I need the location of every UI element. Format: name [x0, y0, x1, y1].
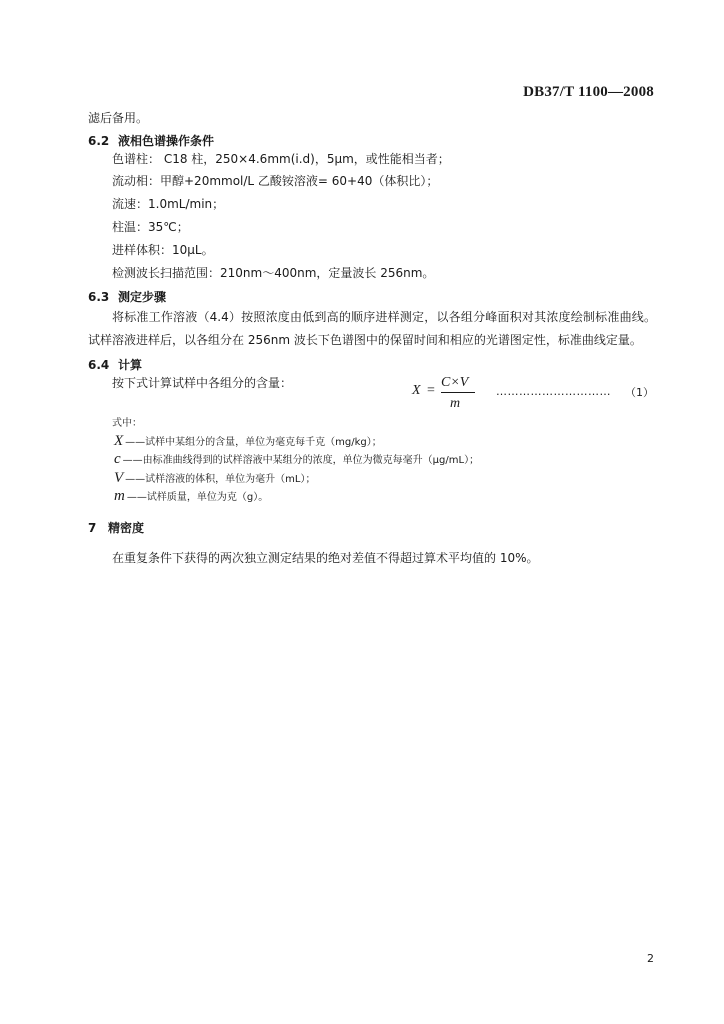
fraction-bar	[441, 392, 475, 393]
variable-symbol: m	[114, 488, 125, 504]
variable-symbol: c	[114, 451, 121, 467]
variable-description: ——试样溶液的体积，单位为毫升（mL）；	[125, 474, 316, 485]
section-number: 6.3	[88, 290, 110, 304]
formula-equals: =	[427, 383, 435, 398]
variable-symbol: X	[114, 433, 124, 449]
condition-column: 色谱柱： C18 柱，250×4.6mm(i.d)，5μm，或性能相当者；	[112, 152, 450, 166]
formula-reference: （1）	[625, 386, 654, 399]
variable-description: ——由标准曲线得到的试样溶液中某组分的浓度，单位为微克每毫升（μg/mL）；	[122, 455, 480, 466]
section-7-heading	[88, 520, 144, 536]
variable-definition	[114, 488, 268, 505]
condition-injection-volume: 进样体积：10μL。	[112, 243, 214, 257]
variable-description: ——试样中某组分的含量，单位为毫克每千克（mg/kg）；	[125, 437, 382, 448]
section-title: 液相色谱操作条件	[118, 134, 215, 148]
section-number: 7	[88, 521, 97, 535]
variable-definition	[114, 451, 479, 468]
calculation-intro: 按下式计算试样中各组分的含量：	[112, 376, 293, 390]
formula-denominator: m	[450, 396, 461, 411]
formula-lhs: X	[412, 383, 421, 398]
variable-symbol: V	[114, 470, 124, 486]
condition-flow-rate: 流速：1.0mL/min；	[112, 197, 225, 211]
section-6-3-heading	[88, 289, 166, 305]
where-label: 式中：	[112, 418, 142, 429]
section-title: 测定步骤	[118, 290, 167, 304]
section-6-4-heading	[88, 357, 142, 373]
condition-wavelength: 检测波长扫描范围：210nm～400nm，定量波长 256nm。	[112, 266, 435, 280]
condition-column-temp: 柱温：35℃；	[112, 220, 189, 234]
section-title: 计算	[118, 358, 143, 372]
section-7-body: 在重复条件下获得的两次独立测定结果的绝对差值不得超过算术平均值的 10%。	[112, 551, 539, 565]
continuation-text: 滤后备用。	[88, 111, 149, 125]
page-number: 2	[647, 952, 654, 965]
section-number: 6.2	[88, 134, 110, 148]
section-title: 精密度	[108, 521, 145, 535]
section-number: 6.4	[88, 358, 110, 372]
variable-definition	[114, 470, 315, 487]
formula-leader-dots: …………………………	[496, 385, 611, 398]
document-number: DB37/T 1100—2008	[523, 84, 654, 100]
variable-description: ——试样质量，单位为克（g）。	[126, 492, 269, 503]
variable-definition	[114, 433, 382, 450]
section-6-3-body: 将标准工作溶液（4.4）按照浓度由低到高的顺序进样测定，以各组分峰面积对其浓度绘制标准曲线。试样溶液进样后，以各组分在 256nm 波长下色谱图中的保留时间和相应的光谱图定性，标准曲线定量。	[88, 310, 656, 347]
condition-mobile-phase: 流动相：甲醇+20mmol/L 乙酸铵溶液= 60+40（体积比）；	[112, 174, 439, 188]
section-6-2-heading	[88, 133, 214, 149]
formula-numerator: C×V	[441, 375, 469, 390]
